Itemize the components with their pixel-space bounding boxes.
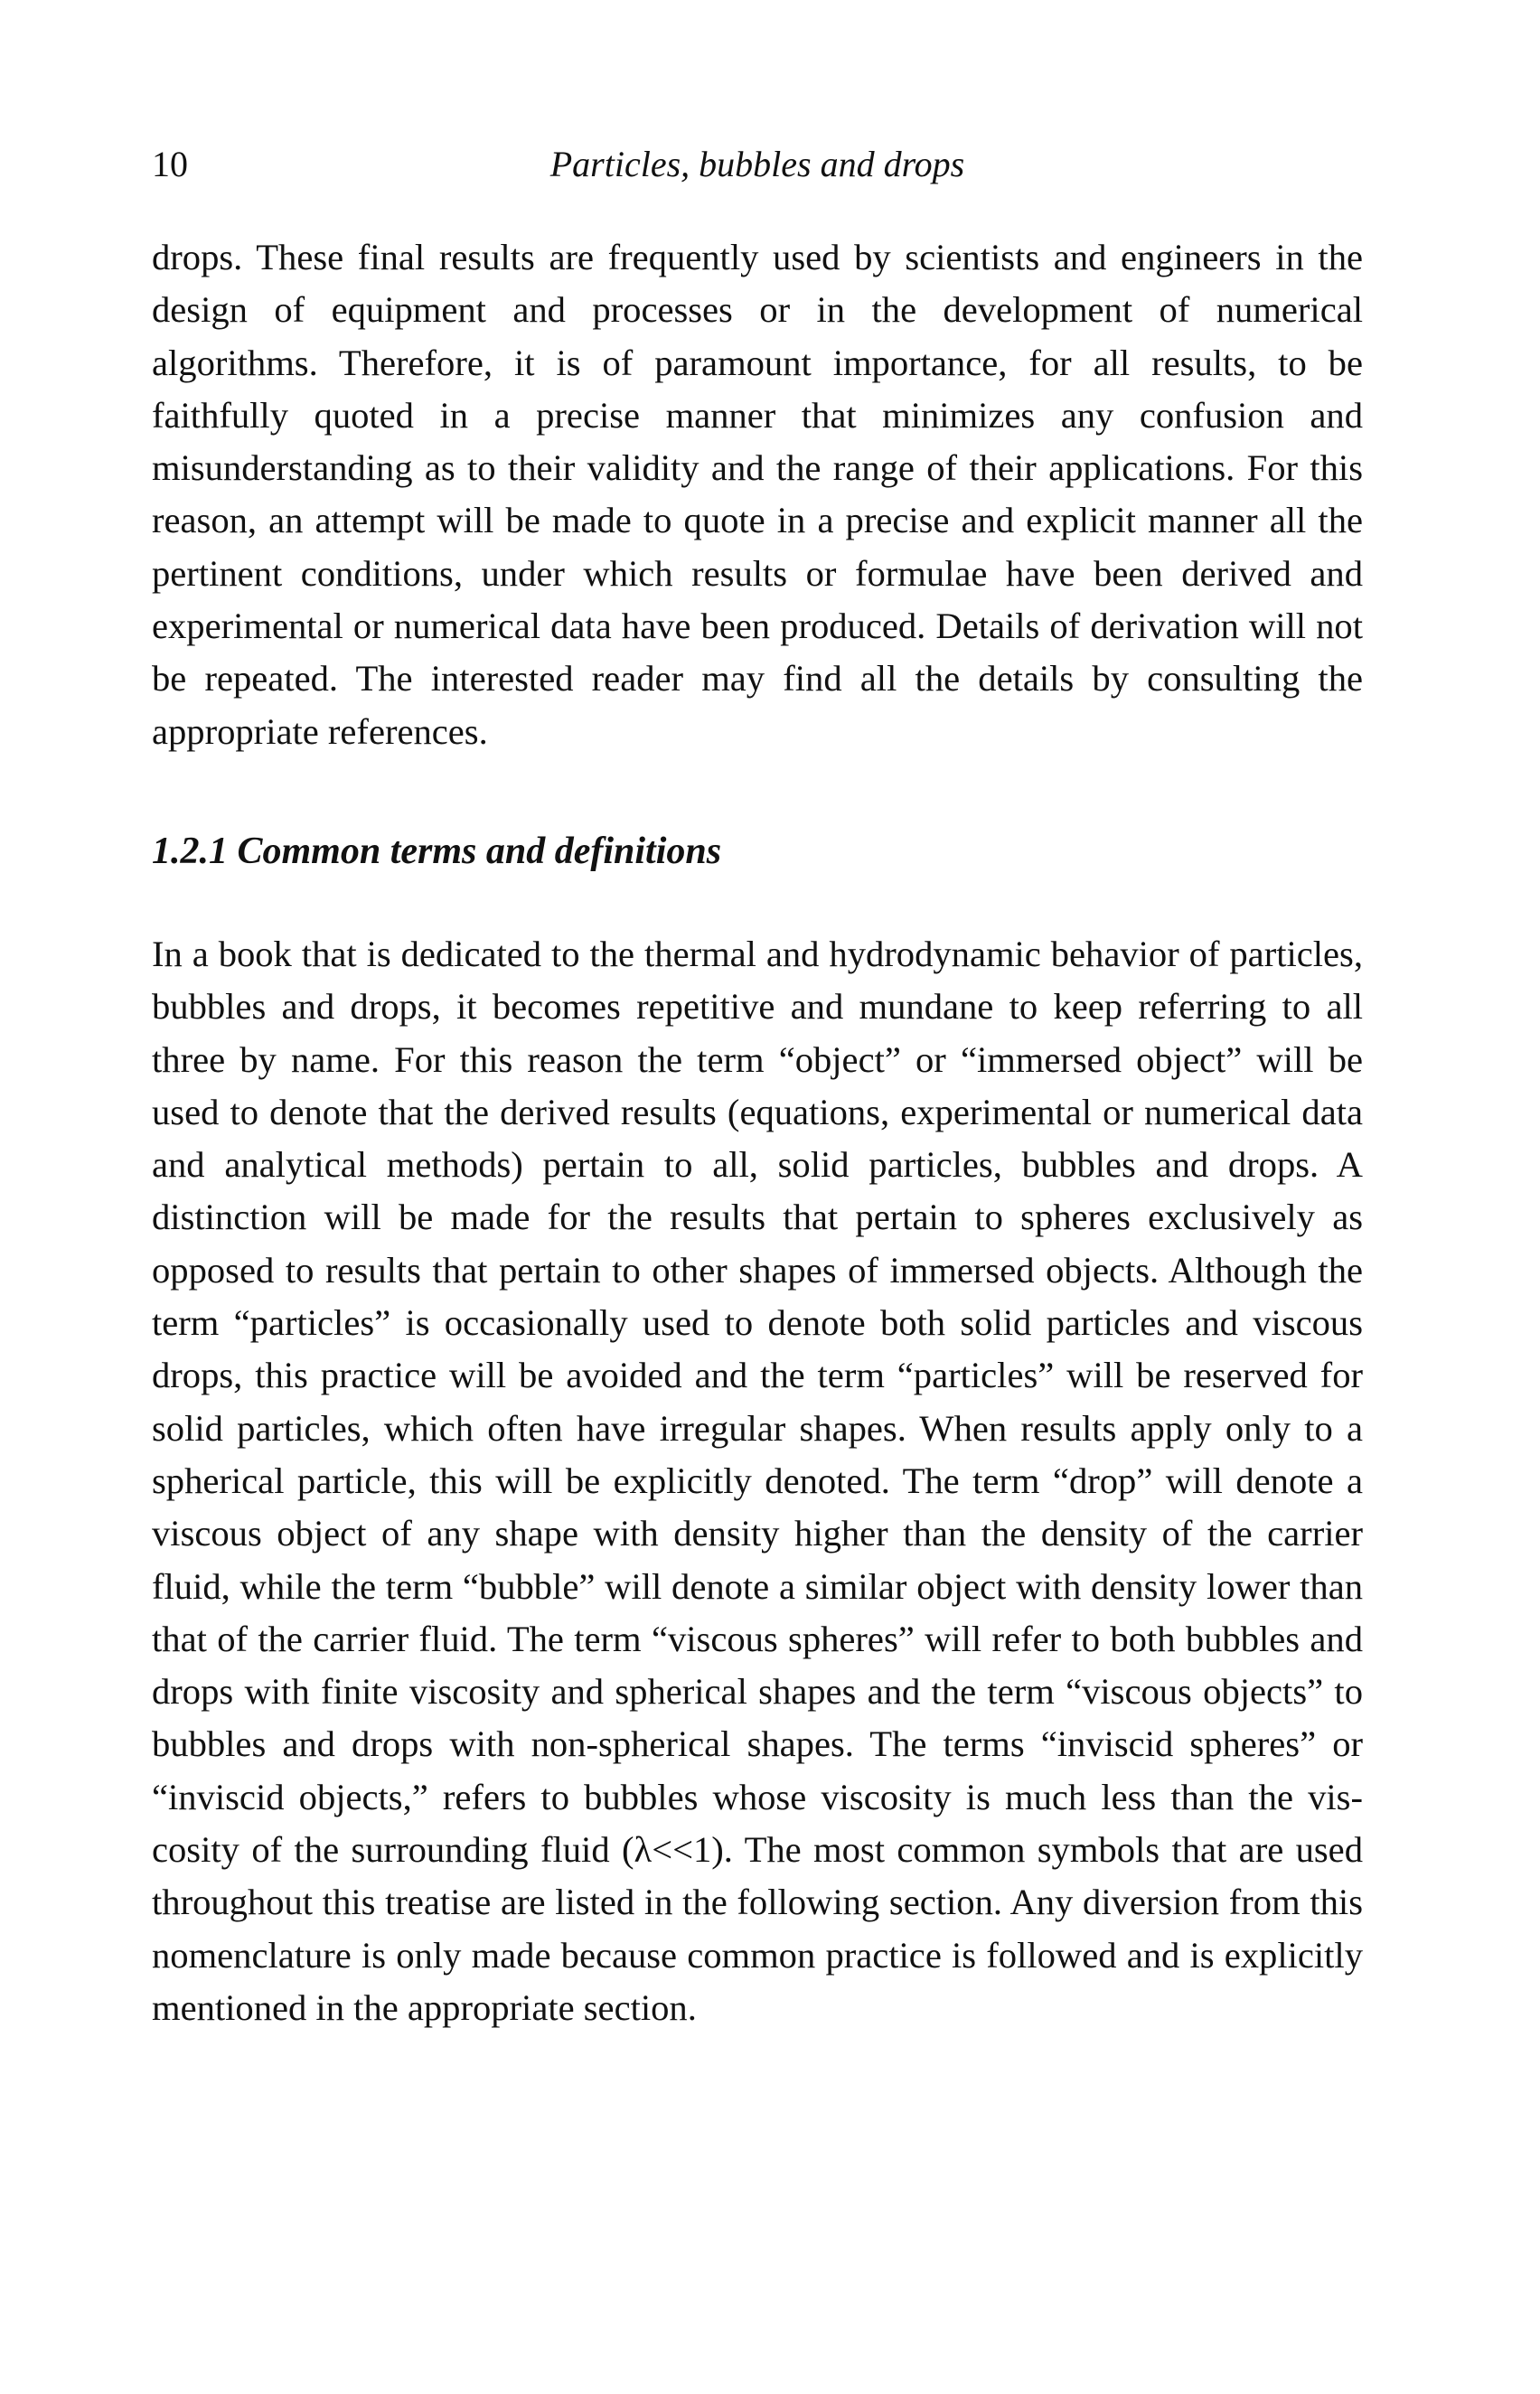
- running-title: Particles, bubbles and drops: [549, 144, 965, 184]
- page-header: [152, 137, 1363, 192]
- body-text: [152, 231, 1363, 2034]
- section-heading: 1.2.1 Common terms and definitions: [152, 830, 722, 872]
- page-number: 10: [152, 144, 188, 184]
- paragraph-common-terms: In a book that is dedicated to the thermal and hydrodynamic behavior of particles, bubbles and drops, it becomes repetitive and mundane to keep referring to all three by name. For this reason the term “object” or “immersed object” will be used to denote that the derived results (equations, experimental or numerical data and analytical methods) pertain to all, solid particles, bubbles and drops. A distinction will be made for the results that pertain to spheres exclusively as opposed to results that pertain to other shapes of immersed objects. Although the term “particles” is occasionally used to denote both solid particles and viscous drops, this practice will be avoided and the term “particles” will be reserved for solid particles, which often have irregular shapes. When results apply only to a spherical particle, this will be explicitly denoted. The term “drop” will denote a viscous object of any shape with density higher than the density of the carrier fluid, while the term “bubble” will denote a similar object with density lower than that of the carrier fluid. The term “viscous spheres” will refer to both bubbles and drops with finite viscosity and spherical shapes and the term “viscous objects” to bubbles and drops with non-spherical shapes. The terms “inviscid spheres” or “inviscid objects,” refers to bubbles whose viscosity is much less than the viscosity of the surrounding fluid (λ<<1). The most common symbols that are used throughout this treatise are listed in the following section. Any diversion from this nomenclature is only made because common practice is followed and is explicitly mentioned in the appropriate section.: [152, 933, 1363, 2028]
- paragraph-continuation: drops. These final results are frequently used by scientists and engineers in the design of equipment and processes or in the development of numerical algorithms. Therefore, it is of paramount importance, for all results, to be faithfully quoted in a precise manner that minimizes any confusion and misunderstanding as to their validity and the range of their applications. For this reason, an attempt will be made to quote in a precise and explicit manner all the pertinent conditions, under which results or formulae have been derived and experimental or numerical data have been produced. Details of derivation will not be repeated. The interested reader may find all the details by consulting the appropriate references.: [152, 237, 1363, 752]
